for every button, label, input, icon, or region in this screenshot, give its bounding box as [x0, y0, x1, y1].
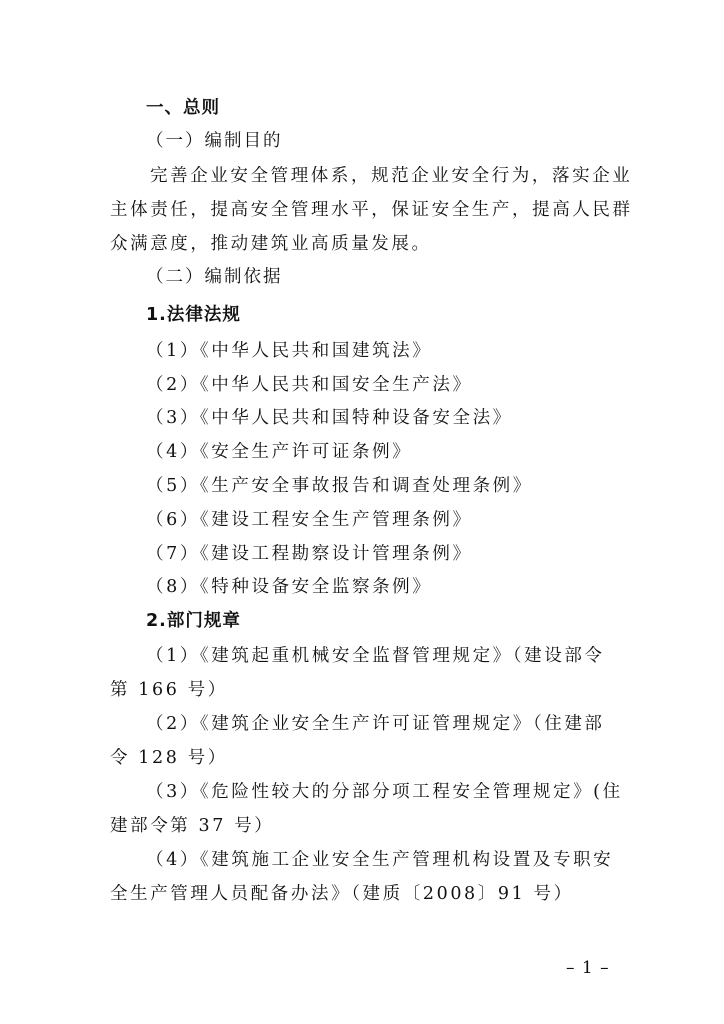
list-item: （1）《中华人民共和国建筑法》 — [146, 341, 433, 361]
paragraph-line: 众满意度，推动建筑业高质量发展。 — [110, 234, 432, 254]
list-item: （7）《建设工程勘察设计管理条例》 — [146, 544, 473, 564]
subsection-heading: （二）编制依据 — [146, 267, 283, 287]
list-item-continuation: 第 166 号） — [110, 680, 228, 700]
list-item: （2）《建筑企业安全生产许可证管理规定》（住建部 — [146, 714, 605, 734]
list-item-continuation: 令 128 号） — [110, 748, 228, 768]
list-item: （3）《中华人民共和国特种设备安全法》 — [146, 408, 513, 428]
list-item: （8）《特种设备安全监察条例》 — [146, 577, 433, 597]
list-item-continuation: 建部令第 37 号） — [110, 816, 275, 836]
list-item: （1）《建筑起重机械安全监督管理规定》（建设部令 — [146, 646, 605, 666]
category-heading: 1.法律法规 — [146, 305, 241, 325]
list-item: （4）《安全生产许可证条例》 — [146, 442, 413, 462]
category-heading: 2.部门规章 — [146, 611, 241, 631]
subsection-heading: （一）编制目的 — [146, 131, 283, 151]
list-item: （4）《建筑施工企业安全生产管理机构设置及专职安 — [146, 850, 614, 870]
section-heading: 一、总则 — [146, 98, 220, 118]
paragraph-line: 完善企业安全管理体系，规范企业安全行为，落实企业 — [150, 166, 633, 186]
list-item: （6）《建设工程安全生产管理条例》 — [146, 510, 473, 530]
list-item: （5）《生产安全事故报告和调查处理条例》 — [146, 476, 533, 496]
list-item: （2）《中华人民共和国安全生产法》 — [146, 375, 473, 395]
list-item: （3）《危险性较大的分部分项工程安全管理规定》(住 — [146, 782, 623, 802]
page-number: – 1 – — [566, 958, 610, 978]
paragraph-line: 主体责任，提高安全管理水平，保证安全生产，提高人民群 — [110, 200, 633, 220]
list-item-continuation: 全生产管理人员配备办法》（建质〔2008〕91 号） — [110, 884, 574, 904]
